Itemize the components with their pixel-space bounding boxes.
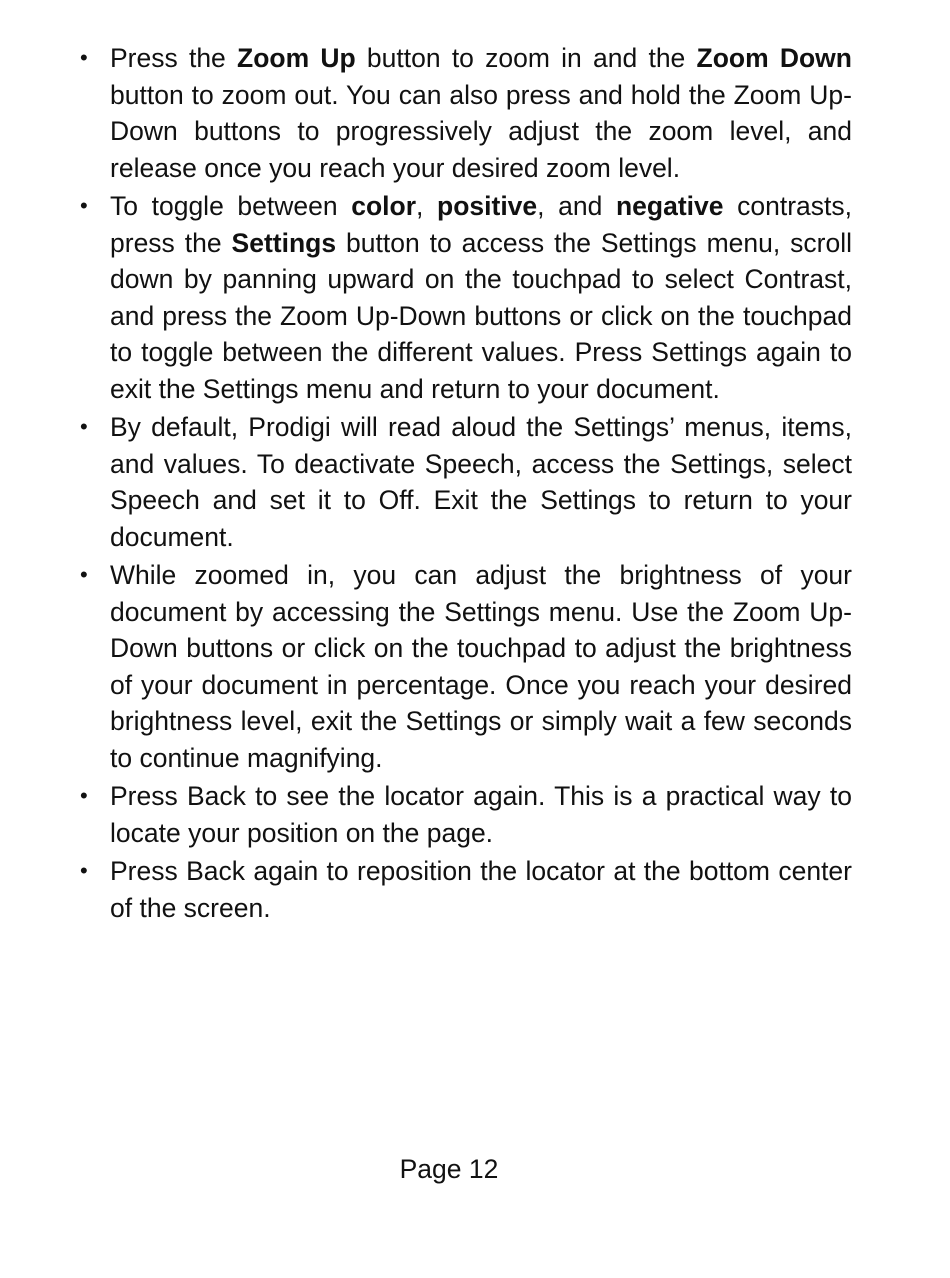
bullet-text: button to access the Settings menu, scroll down by panning upward on the touchpad to select Contrast, and press the Zoom Up-Down buttons or click on the touchpad to toggle between the different values. Press Settings again to exit the Settings menu and return to your document. xyxy=(110,227,852,404)
bullet-text: To toggle between xyxy=(110,191,352,221)
bullet-text-bold: Settings xyxy=(231,227,337,258)
bullet-text-bold: color xyxy=(351,191,417,221)
bullet-text: Press the xyxy=(110,43,238,73)
bullet-text: , xyxy=(416,191,438,221)
bullet-text: By default, Prodigi will read aloud the Settings’ menus, items, and values. To deactivate Speech, access the Settings, select Speech and set it to Off. Exit the Settings to return to your document. xyxy=(110,412,852,552)
bullet-text: button to zoom out. You can also press and hold the Zoom Up-Down buttons to progressively adjust the zoom level, and release once you reach your desired zoom level. xyxy=(110,79,852,183)
bullet-text-bold: positive xyxy=(437,191,538,221)
document-body xyxy=(80,40,852,928)
bullet-text-bold: Zoom Down xyxy=(696,43,852,73)
bullet-reposition xyxy=(80,853,852,926)
bullet-zoom xyxy=(80,40,852,186)
bullet-text-bold: Zoom Up xyxy=(237,43,356,73)
page-number: Page 12 xyxy=(399,1154,499,1184)
bullet-speech xyxy=(80,409,852,555)
bullet-text-bold: negative xyxy=(615,191,724,221)
bullet-text: contrasts, press the xyxy=(110,191,852,258)
bullet-contrast xyxy=(80,188,852,407)
bullet-text: While zoomed in, you can adjust the brightness of your document by accessing the Settings menu. Use the Zoom Up-Down buttons or click on the touchpad to adjust the brightness of your document in percentage. Once you reach your desired brightness level, exit the Settings or simply wait a few seconds to continue magnifying. xyxy=(110,560,852,773)
instruction-list xyxy=(80,40,852,926)
bullet-text: Press Back again to reposition the locator at the bottom center of the screen. xyxy=(110,856,852,923)
bullet-brightness xyxy=(80,557,852,776)
bullet-text: button to zoom in and the xyxy=(355,43,697,73)
bullet-text: , and xyxy=(537,191,616,221)
bullet-text: Press Back to see the locator again. This is a practical way to locate your position on the page. xyxy=(110,781,852,848)
bullet-locator xyxy=(80,778,852,851)
